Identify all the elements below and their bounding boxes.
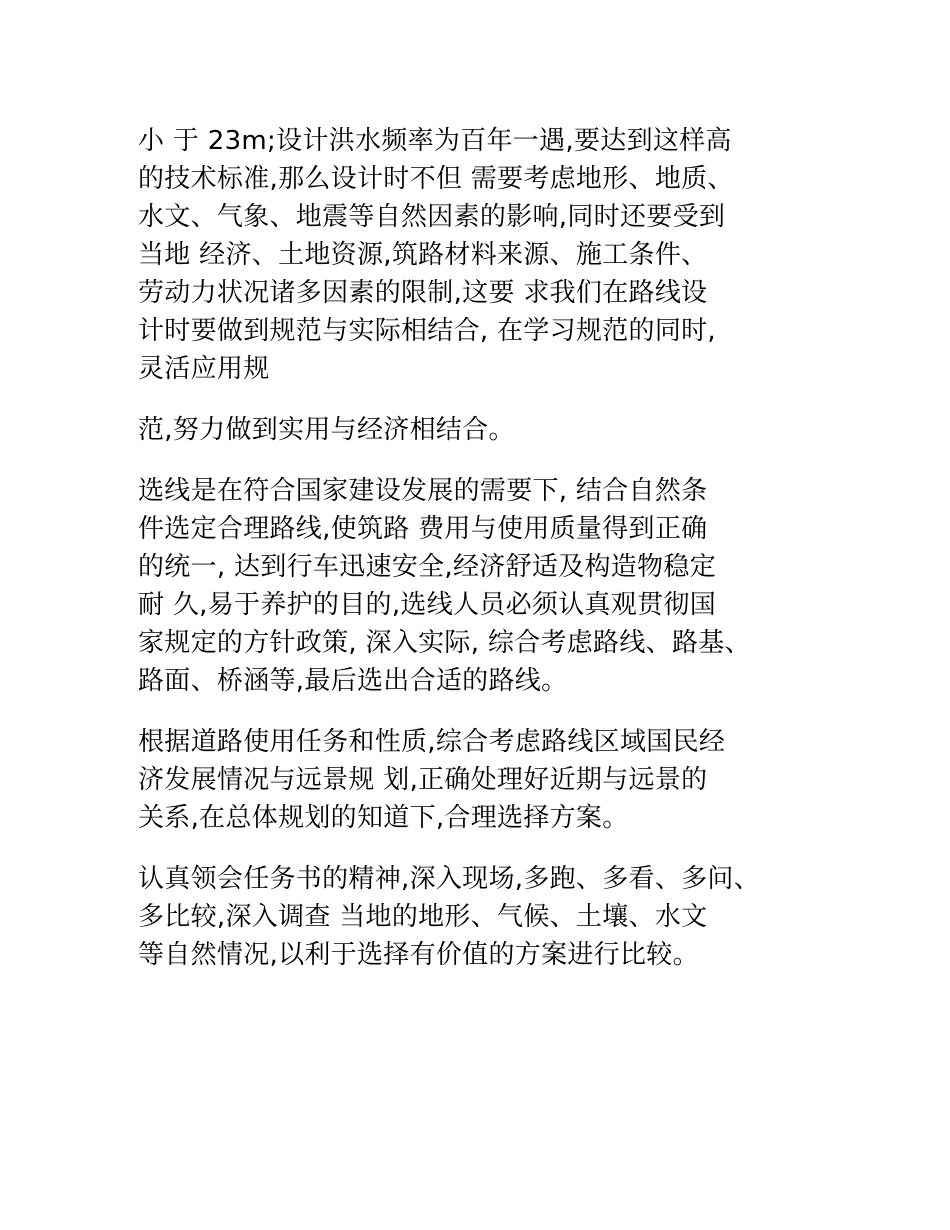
paragraph-1 bbox=[138, 122, 850, 388]
text-line: 根据道路使用任务和性质,综合考虑路线区域国民经 bbox=[138, 727, 726, 757]
text-line: 家规定的方针政策, 深入实际, 综合考虑路线、路基、 bbox=[138, 628, 751, 658]
text-line: 灵活应用规 bbox=[138, 354, 270, 384]
text-line: 认真领会任务书的精神,深入现场,多跑、多看、多问、 bbox=[138, 864, 761, 894]
text-line: 劳动力状况诸多因素的限制,这要 求我们在路线设 bbox=[138, 278, 708, 308]
text-line: 关系,在总体规划的知道下,合理选择方案。 bbox=[138, 803, 629, 833]
paragraph-2 bbox=[138, 411, 850, 449]
text-line: 路面、桥涵等,最后选出合适的路线。 bbox=[138, 666, 568, 696]
text-line: 耐 久,易于养护的目的,选线人员必须认真观贯彻国 bbox=[138, 590, 716, 620]
text-line: 济发展情况与远景规 划,正确处理好近期与远景的 bbox=[138, 765, 708, 795]
paragraph-4 bbox=[138, 723, 850, 837]
paragraph-3 bbox=[138, 472, 850, 700]
text-line: 计时要做到规范与实际相结合, 在学习规范的同时, bbox=[138, 316, 716, 346]
text-line: 范,努力做到实用与经济相结合。 bbox=[138, 415, 515, 445]
text-line: 等自然情况,以利于选择有价值的方案进行比较。 bbox=[138, 940, 699, 970]
text-line: 水文、气象、地震等自然因素的影响,同时还要受到 bbox=[138, 202, 726, 232]
text-line: 的技术标准,那么设计时不但 需要考虑地形、地质、 bbox=[138, 164, 734, 194]
text-line: 的统一, 达到行车迅速安全,经济舒适及构造物稳定 bbox=[138, 552, 716, 582]
text-line: 选线是在符合国家建设发展的需要下, 结合自然条 bbox=[138, 476, 708, 506]
paragraph-5 bbox=[138, 860, 850, 974]
text-line: 件选定合理路线,使筑路 费用与使用质量得到正确 bbox=[138, 514, 708, 544]
text-line: 当地 经济、土地资源,筑路材料来源、施工条件、 bbox=[138, 240, 708, 270]
text-line: 多比较,深入调查 当地的地形、气候、土壤、水文 bbox=[138, 902, 708, 932]
text-line: 小 于 23m;设计洪水频率为百年一遇,要达到这样高 bbox=[138, 126, 732, 156]
